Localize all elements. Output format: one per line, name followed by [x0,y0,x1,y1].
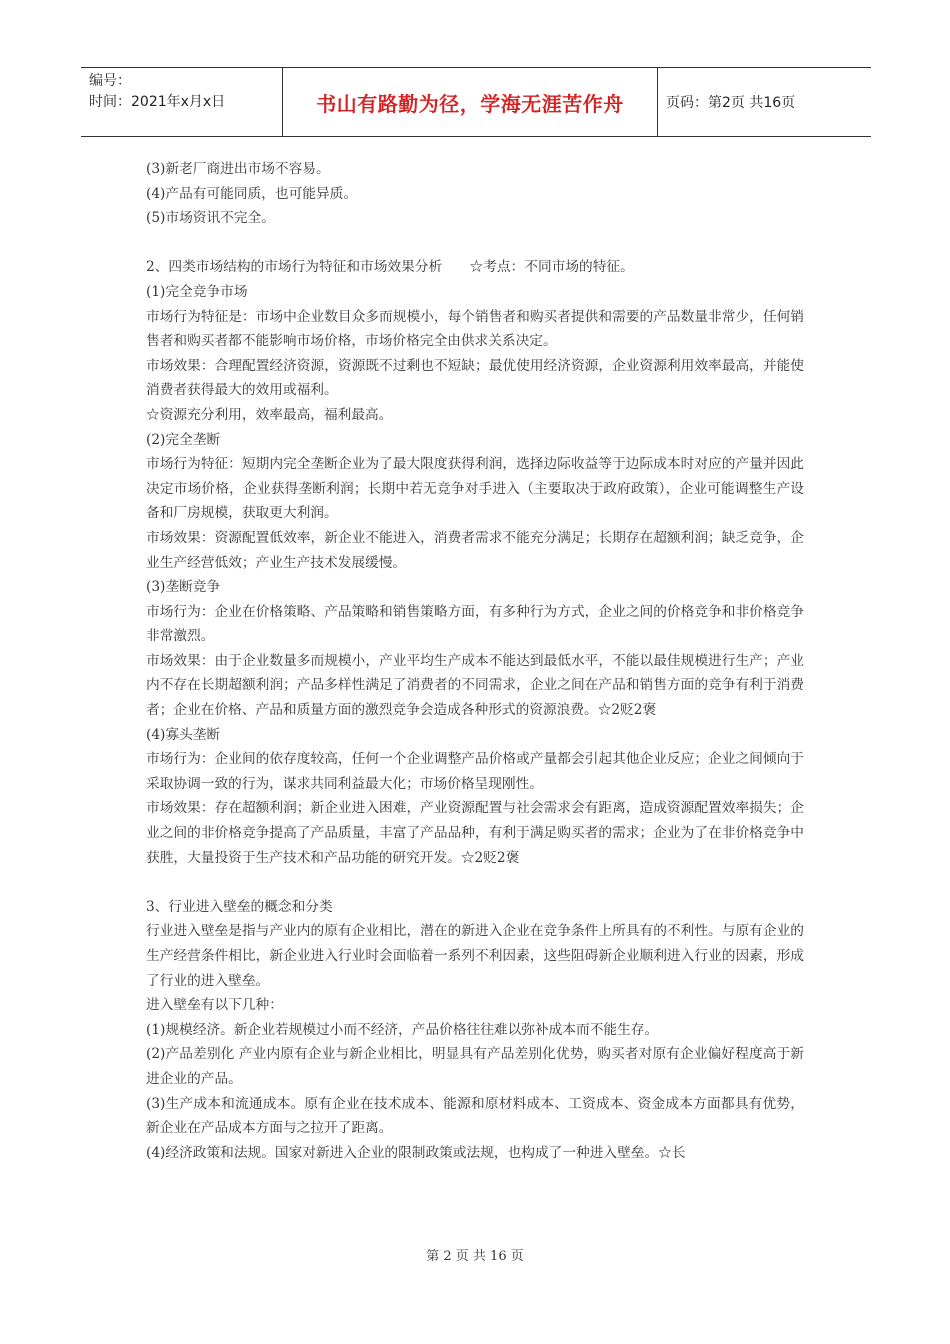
time-label: 时间：2021年x月x日 [89,94,226,110]
paragraph: (2)产品差别化 产业内原有企业与新企业相比，明显具有产品差别化优势，购买者对原有企业偏好程度高于新进企业的产品。 [146,1046,804,1087]
paragraph: (5)市场资讯不完全。 [146,210,275,227]
paragraph: (1)完全竞争市场 [146,283,248,300]
paragraph: 市场效果：由于企业数量多而规模小，产业平均生产成本不能达到最低水平，不能以最佳规模进行生产；产业内不存在长期超额利润；产品多样性满足了消费者的不同需求，企业之间在产品和销售方面的竞争有利于消费者；企业在价格、产品和质量方面的激烈竞争会造成各种形式的资源浪费。☆2贬2褒 [146,652,804,719]
number-label: 编号： [89,73,131,89]
paragraph: (4)经济政策和法规。国家对新进入企业的限制政策或法规，也构成了一种进入壁垒。☆长 [146,1144,686,1161]
header-motto-cell [283,68,658,136]
paragraph: (3)新老厂商进出市场不容易。 [146,161,330,177]
paragraph: (3)垄断竞争 [146,579,221,596]
paragraph: (1)规模经济。新企业若规模过小而不经济，产品价格往往难以弥补成本而不能生存。 [146,1021,659,1038]
paragraph: 市场效果：资源配置低效率，新企业不能进入，消费者需求不能充分满足；长期存在超额利润；缺乏竞争，企业生产经营低效；产业生产技术发展缓慢。 [146,529,804,571]
paragraph: 市场行为：企业在价格策略、产品策略和销售策略方面，有多种行为方式，企业之间的价格竞争和非价格竞争非常激烈。 [146,603,804,645]
header-page-cell [658,68,871,136]
paragraph: (3)生产成本和流通成本。原有企业在技术成本、能源和原材料成本、工资成本、资金成本方面都具有优势，新企业在产品成本方面与之拉开了距离。 [146,1095,804,1137]
paragraph: 3、行业进入壁垒的概念和分类 [146,898,333,915]
paragraph: 2、四类市场结构的市场行为特征和市场效果分析 ☆考点：不同市场的特征。 [146,259,634,276]
page-label: 页码：第2页 共16页 [666,95,796,111]
paragraph-spacer [146,231,804,256]
paragraph: 进入壁垒有以下几种： [146,997,283,1014]
header-meta [81,68,283,136]
paragraph: 行业进入壁垒是指与产业内的原有企业相比，潜在的新进入企业在竞争条件上所具有的不利性。与原有企业的生产经营条件相比，新企业进入行业时会面临着一系列不利因素，这些阻碍新企业顺利进入行业的因素，形成了行业的进入壁垒。 [146,923,804,989]
paragraph-spacer [146,870,804,895]
paragraph: (4)产品有可能同质，也可能异质。 [146,185,358,202]
paragraph: (2)完全垄断 [146,431,221,448]
page-footer [0,1245,950,1264]
paragraph: 市场行为：企业间的依存度较高，任何一个企业调整产品价格或产量都会引起其他企业反应；企业之间倾向于采取协调一致的行为，谋求共同利益最大化；市场价格呈现刚性。 [146,751,804,792]
motto-text: 书山有路勤为径，学海无涯苦作舟 [316,91,624,116]
paragraph: 市场行为特征：短期内完全垄断企业为了最大限度获得利润，选择边际收益等于边际成本时对应的产量并因此决定市场价格，企业获得垄断利润；长期中若无竞争对手进入（主要取决于政府政策），企业可能调整生产设备和厂房规模，获取更大利润。 [146,456,804,522]
paragraph: 市场行为特征是：市场中企业数目众多而规模小，每个销售者和购买者提供和需要的产品数量非常少，任何销售者和购买者都不能影响市场价格，市场价格完全由供求关系决定。 [146,308,804,350]
paragraph: 市场效果：存在超额利润；新企业进入困难，产业资源配置与社会需求会有距离，造成资源配置效率损失；企业之间的非价格竞争提高了产品质量，丰富了产品品种，有利于满足购买者的需求；企业为了在非价格竞争中获胜，大量投资于生产技术和产品功能的研究开发。☆2贬2褒 [146,800,804,866]
paragraph: 市场效果：合理配置经济资源，资源既不过剩也不短缺；最优使用经济资源，企业资源利用效率最高，并能使消费者获得最大的效用或福利。 [146,357,804,399]
document-body [146,157,804,1165]
paragraph: (4)寡头垄断 [146,726,221,743]
page-header [81,67,871,137]
paragraph: ☆资源充分利用，效率最高，福利最高。 [146,406,393,423]
footer-page-number: 第 2 页 共 16 页 [426,1249,524,1264]
